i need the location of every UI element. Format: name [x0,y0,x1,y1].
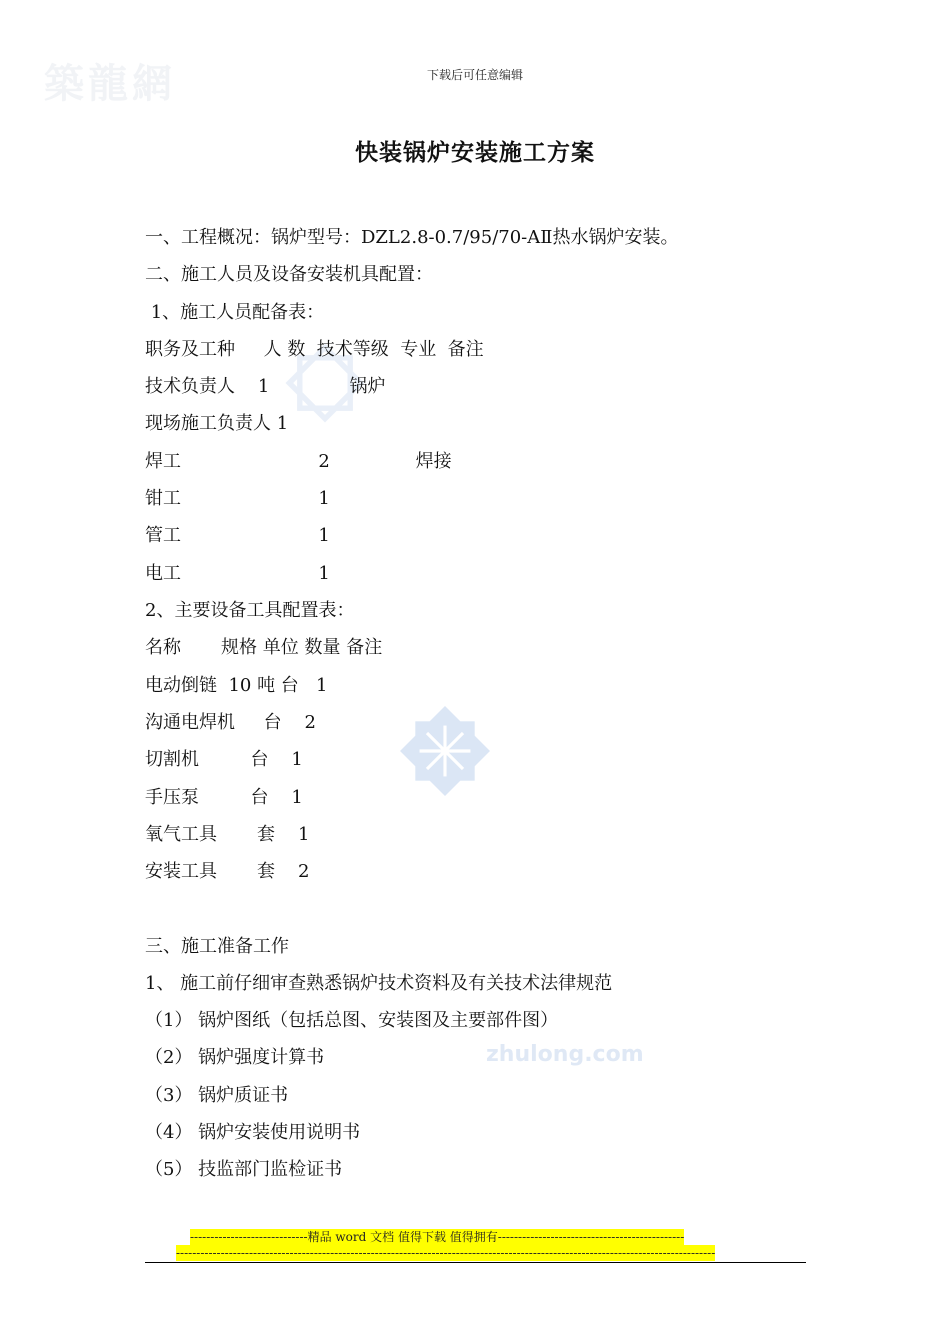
equipment-table-row: 切割机 台 1 [145,749,303,770]
staff-table-row: 焊工 2 焊接 [145,451,452,472]
staff-table-row: 电工 1 [145,563,330,584]
preparation-subitem: （4） 锅炉安装使用说明书 [145,1122,361,1143]
footer-promo-line: -----------------------------精品 word 文档 值得下载 值得拥有---------------------------------------------- [190,1230,685,1244]
equipment-table-row: 电动倒链 10 吨 台 1 [145,675,328,696]
footer-dash-line: ------------------------------------------------------------------------------------------------------------------------------------- [176,1246,716,1260]
header-note: 下载后可任意编辑 [426,68,523,82]
footer-divider [145,1262,806,1263]
equipment-table-row: 手压泵 台 1 [145,787,303,808]
preparation-subitem: （1） 锅炉图纸（包括总图、安装图及主要部件图） [145,1010,559,1031]
staff-table-row: 管工 1 [145,525,330,546]
document-title: 快装锅炉安装施工方案 [355,139,595,166]
equipment-table-header: 名称 规格 单位 数量 备注 [145,637,383,658]
watermark-site: zhulong.com [486,1042,644,1067]
watermark-logo: 築龍網 [44,60,176,107]
equipment-table-title: 2、主要设备工具配置表： [145,600,355,621]
staff-table-title: 1、施工人员配备表： [145,302,325,323]
section-staffing: 二、施工人员及设备安装机具配置： [145,264,433,285]
preparation-item: 1、 施工前仔细审查熟悉锅炉技术资料及有关技术法律规范 [145,973,613,994]
staff-table-header: 职务及工种 人 数 技术等级 专业 备注 [145,339,484,360]
equipment-table-row: 安装工具 套 2 [145,861,310,882]
section-overview: 一、工程概况：锅炉型号：DZL2.8-0.7/95/70-AⅡ热水锅炉安装。 [145,227,679,248]
equipment-table-row: 沟通电焊机 台 2 [145,712,316,733]
preparation-subitem: （3） 锅炉质证书 [145,1085,289,1106]
staff-table-row: 钳工 1 [145,488,330,509]
preparation-subitem: （5） 技监部门监检证书 [145,1159,343,1180]
section-preparation: 三、施工准备工作 [145,936,289,957]
staff-table-row: 现场施工负责人 1 [145,413,289,434]
preparation-subitem: （2） 锅炉强度计算书 [145,1047,325,1068]
equipment-table-row: 氧气工具 套 1 [145,824,310,845]
snowflake-icon [392,698,498,804]
staff-table-row: 技术负责人 1 锅炉 [145,376,386,397]
